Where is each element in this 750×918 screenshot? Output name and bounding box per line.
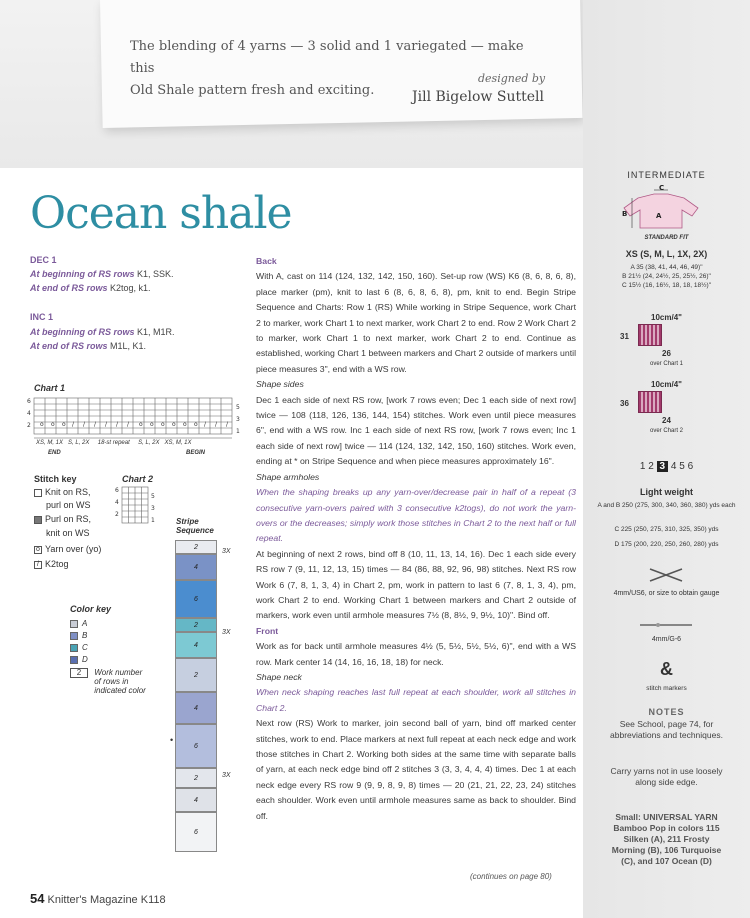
- svg-text:/: /: [116, 421, 119, 428]
- stripe-repeat-2: 3X: [222, 629, 231, 636]
- svg-text:o: o: [62, 421, 66, 428]
- stitch-key-yo: o Yarn over (yo): [34, 544, 101, 554]
- svg-text:/: /: [127, 421, 130, 428]
- chart2-grid: [114, 484, 160, 528]
- inc1-end: At end of RS rows M1L, K1.: [30, 341, 147, 351]
- needle-size: 4mm/US6, or size to obtain gauge: [613, 590, 720, 597]
- para-armholes: At beginning of next 2 rows, bind off 8 (10, 11, 13, 14, 16). Dec 1 each side every RS row 7 (9, 11, 12, 13, 15) times — 84 (86, 88, 92, 96, 98) stitches. Next RS row Work 6 (7, 8, 1, 3, 4) in Chart 2, pm, work in pattern to last 6 (7, 8, 1, 3, 4), pm, work Chart 2 to end. Working Chart 1 between markers and Chart 2 outside of markers, work even until armhole measures 7½ (8, 8½, 9, 9½, 10)". Bind off.: [256, 548, 576, 621]
- intro-line-1: The blending of 4 yarns — 3 solid and 1 variegated — make this: [130, 39, 524, 76]
- color-key-d: D: [70, 655, 88, 664]
- svg-text:o: o: [51, 421, 55, 428]
- sizes: XS (S, M, L, 1X, 2X): [625, 249, 708, 259]
- sweater-diagram: [618, 184, 708, 236]
- svg-text:3: 3: [236, 416, 240, 423]
- page-title: Ocean shale: [30, 188, 292, 239]
- notes-title: NOTES: [648, 707, 685, 717]
- stripe-block: 4: [175, 692, 217, 724]
- svg-text:/: /: [83, 421, 86, 428]
- stripe-block: 4: [175, 632, 217, 658]
- subhead-neck: Shape neck: [256, 671, 302, 682]
- instructions: [256, 254, 576, 824]
- stitch-key-purl: Purl on RS,: [34, 514, 91, 524]
- designed-by: designed by: [478, 72, 546, 85]
- color-key-c: C: [70, 643, 88, 652]
- color-swatch-d: [70, 656, 78, 664]
- svg-text:5: 5: [236, 404, 240, 411]
- stripe-block: 2: [175, 540, 217, 554]
- subhead-shape-sides: Shape sides: [256, 379, 304, 390]
- section-back: Back: [256, 256, 277, 266]
- svg-text:3: 3: [151, 505, 155, 512]
- svg-text:o: o: [139, 421, 143, 428]
- fit-label: STANDARD FIT: [644, 235, 689, 241]
- svg-text:5: 5: [151, 493, 155, 500]
- stitch-key-knit-2: purl on WS: [46, 500, 91, 510]
- crochet-hook-icon: [636, 620, 696, 630]
- gauge2-sts: 24: [662, 416, 671, 425]
- svg-text:o: o: [150, 421, 154, 428]
- svg-text:o: o: [161, 421, 165, 428]
- diagram-label-a: A: [656, 212, 662, 220]
- stitch-key-title: Stitch key: [34, 474, 77, 484]
- stripe-block: 6: [175, 580, 217, 618]
- color-swatch-c: [70, 644, 78, 652]
- k2tog-icon: /: [34, 561, 42, 569]
- svg-text:/: /: [72, 421, 75, 428]
- svg-text:6: 6: [27, 398, 31, 405]
- para-neck: Next row (RS) Work to marker, join second ball of yarn, bind off marked center stitches, work to end. Place markers at next full repeat at each neck edge and work those stitches in Chart 2. Working both sides at the same time with separate balls of yarn, at each neck edge bind off 2 stitches 3 (3, 3, 4, 4, 4) times. Dec 1 at each neck edge every RS row 9 (9, 9, 8, 9, 8) times — 20 (21, 21, 22, 23, 24) stitches each shoulder. Work even until armhole measures same as back to shoulder. Bind off.: [256, 718, 576, 821]
- stripe-block: 2: [175, 658, 217, 692]
- gauge1-sts: 26: [662, 349, 671, 358]
- ampersand: &: [660, 659, 673, 679]
- stitch-key-purl-2: knit on WS: [46, 528, 90, 538]
- section-front: Front: [256, 625, 279, 636]
- gauge1-rows: 31: [620, 332, 629, 341]
- gauge1-label: 10cm/4": [651, 313, 682, 322]
- notes-text-1: See School, page 74, for abbreviations and techniques.: [610, 719, 723, 740]
- intro-line-2: Old Shale pattern fresh and exciting.: [130, 83, 375, 98]
- continues-note: (continues on page 80): [470, 872, 552, 881]
- stripe-repeat-1: 3X: [222, 548, 231, 555]
- empty-box-icon: [34, 489, 42, 497]
- inc1-rs: At beginning of RS rows K1, M1R.: [30, 327, 175, 337]
- dec1-rs: At beginning of RS rows K1, SSK.: [30, 269, 174, 279]
- svg-text:1: 1: [236, 428, 240, 435]
- color-swatch-a: [70, 620, 78, 628]
- chart2-title: Chart 2: [122, 474, 154, 484]
- diagram-label-c: C: [659, 184, 665, 192]
- measurements: A 35 (38, 41, 44, 46, 49)" B 21½ (24, 24½, 25, 25½, 26)" C 15½ (16, 16½, 18, 18, 18½)": [621, 264, 712, 289]
- stripe-block: 6: [175, 812, 217, 852]
- chart1-title: Chart 1: [34, 383, 66, 393]
- color-key-note: 2 Work number of rows in indicated color: [70, 668, 149, 695]
- stripe-repeat-3: 3X: [222, 772, 231, 779]
- designer-name: Jill Bigelow Suttell: [412, 89, 544, 105]
- skill-level: INTERMEDIATE: [627, 170, 706, 180]
- gauge1-note: over Chart 1: [649, 361, 683, 367]
- color-key-title: Color key: [70, 604, 112, 614]
- yarn-c: C 225 (250, 275, 310, 325, 350) yds: [614, 526, 719, 533]
- yarn-over-icon: o: [34, 546, 42, 554]
- svg-text:o: o: [40, 421, 44, 428]
- svg-text:/: /: [204, 421, 207, 428]
- svg-text:2: 2: [115, 511, 119, 518]
- stripe-block: 2: [175, 618, 217, 632]
- svg-text:/: /: [105, 421, 108, 428]
- gauge2-note: over Chart 2: [649, 428, 683, 434]
- gauge-swatch-icon: [638, 324, 662, 346]
- para-neck-note: When neck shaping reaches last full repeat at each shoulder, work all stitches in Chart 2.: [256, 687, 576, 713]
- svg-text:o: o: [172, 421, 176, 428]
- svg-text:/: /: [94, 421, 97, 428]
- dec1-end: At end of RS rows K2tog, k1.: [30, 283, 151, 293]
- svg-text:/: /: [215, 421, 218, 428]
- svg-text:4: 4: [115, 499, 119, 506]
- para-sides: Dec 1 each side of next RS row, [work 7 rows even; Dec 1 each side of next row] twice — 108 (118, 126, 136, 144, 154) stitches. Work even until piece measures 6", end with a WS row. Inc 1 each side of next RS row, [work 7 rows even; Inc 1 each side of next row] twice — 114 (124, 132, 142, 150, 160) stitches. Work even, ending at * on Stripe Sequence and when piece measures approximately 16".: [256, 394, 576, 467]
- subhead-armholes: Shape armholes: [256, 471, 320, 482]
- chart1-begin-label: BEGIN: [186, 450, 206, 456]
- filled-box-icon: [34, 516, 42, 524]
- svg-text:o: o: [183, 421, 187, 428]
- yarn-d: D 175 (200, 220, 250, 260, 280) yds: [614, 541, 719, 548]
- gauge2-label: 10cm/4": [651, 380, 682, 389]
- color-key-a: A: [70, 619, 87, 628]
- stripe-marker: •: [170, 735, 174, 745]
- diagram-label-b: B: [622, 210, 628, 218]
- svg-text:6: 6: [115, 487, 119, 494]
- inc1-heading: INC 1: [30, 312, 54, 322]
- yarn-a-b: A and B 250 (275, 300, 340, 360, 380) yds each: [597, 502, 736, 509]
- svg-text:2: 2: [27, 422, 31, 429]
- chart1-end-label: END: [48, 450, 61, 456]
- chart1-bottom-labels: XS, M, 1X S, L, 2X 18-st repeat S, L, 2X XS, M, 1X: [36, 440, 192, 446]
- yarn-info: Small: UNIVERSAL YARN Bamboo Pop in colors 115 Silken (A), 211 Frosty Morning (B), 106 Turquoise (C), and 107 Ocean (D): [611, 812, 722, 866]
- footer: 54 Knitter's Magazine K118: [30, 891, 166, 906]
- stripe-block: 4: [175, 788, 217, 812]
- svg-text:/: /: [226, 421, 229, 428]
- gauge2-rows: 36: [620, 399, 629, 408]
- color-swatch-b: [70, 632, 78, 640]
- notes-text-2: Carry yarns not in use loosely along side edge.: [610, 766, 723, 787]
- color-key-b: B: [70, 631, 87, 640]
- svg-text:4: 4: [27, 410, 31, 417]
- stripe-block: 2: [175, 768, 217, 788]
- svg-text:o: o: [194, 421, 198, 428]
- yarn-weight-scale: 1 2 3 4 5 6: [639, 461, 694, 472]
- para-back: With A, cast on 114 (124, 132, 142, 150, 160). Set-up row (WS) K6 (8, 6, 8, 6, 8), place marker (pm), knit to last 6 (8, 6, 8, 6, 8), pm, knit to end. Begin Stripe Sequence and Charts: Row 1 (RS) While working in Stripe Sequence, work Chart 2 to marker, work Chart 1 to next marker, work Chart 2 to end. Row 2 Work Chart 2 to marker, work Chart 1 to next marker, work Chart 2 to end. Continue as established, working Chart 1 between markers and Chart 2 outside of markers until piece measures 3", end with a WS row.: [256, 271, 576, 374]
- needles-icon: [648, 566, 684, 584]
- dec1-heading: DEC 1: [30, 255, 57, 265]
- stitch-key-k2tog: / K2tog: [34, 559, 69, 569]
- weight-label: Light weight: [640, 487, 693, 497]
- stitch-markers: stitch markers: [646, 685, 687, 692]
- para-armhole-note: When the shaping breaks up any yarn-over/decrease pair in half of a repeat (3 consecutive yarn-overs paired with 3 consecutive k2togs), do not work the yarn-overs or the decreases; simply work those stitches in Chart 2 to the next half or full repeat.: [256, 487, 576, 544]
- stripe-title: Stripe Sequence: [176, 517, 214, 535]
- stripe-block: 4: [175, 554, 217, 580]
- stripe-block: 6: [175, 724, 217, 768]
- svg-text:1: 1: [151, 517, 155, 524]
- para-front: Work as for back until armhole measures 4½ (5, 5½, 5½, 5½, 6)", end with a WS row. Mark center 14 (14, 16, 16, 18, 18) for neck.: [256, 641, 576, 667]
- stitch-key-knit: Knit on RS,: [34, 487, 91, 497]
- gauge-swatch-icon: [638, 391, 662, 413]
- hook-size: 4mm/G-6: [651, 636, 682, 643]
